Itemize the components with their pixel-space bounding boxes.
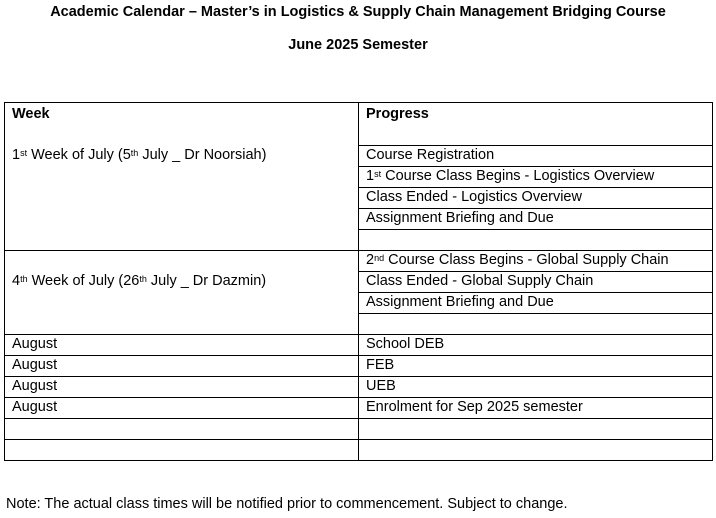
progress-item: Class Ended - Logistics Overview: [366, 189, 582, 205]
progress-row-divider: [358, 313, 713, 314]
footer-note: Note: The actual class times will be notified prior to commencement. Subject to change.: [6, 496, 568, 512]
progress-item: 1st Course Class Begins - Logistics Overview: [366, 168, 655, 184]
progress-item: Class Ended - Global Supply Chain: [366, 273, 594, 289]
calendar-table: [4, 102, 713, 461]
week-4-label: 4th Week of July (26th July _ Dr Dazmin): [12, 273, 267, 289]
section-divider-1: [4, 250, 713, 251]
row-divider: [4, 376, 713, 377]
progress-item: Assignment Briefing and Due: [366, 210, 554, 226]
progress-row-divider: [358, 292, 713, 293]
week-cell: August: [12, 378, 58, 394]
progress-cell: Enrolment for Sep 2025 semester: [366, 399, 583, 415]
progress-row-divider: [358, 187, 713, 188]
progress-cell: FEB: [366, 357, 395, 373]
table-border-left: [4, 102, 5, 461]
progress-row-divider: [358, 208, 713, 209]
progress-row-divider: [358, 166, 713, 167]
document-title: Academic Calendar – Master’s in Logistics & Supply Chain Management Bridging Course: [50, 4, 666, 20]
progress-row-divider: [358, 271, 713, 272]
document-subtitle: June 2025 Semester: [288, 37, 428, 53]
table-border-right: [712, 102, 713, 461]
row-divider: [4, 397, 713, 398]
row-divider: [4, 439, 713, 440]
progress-row-divider: [358, 145, 713, 146]
progress-item: Course Registration: [366, 147, 495, 163]
row-divider: [4, 418, 713, 419]
week-cell: August: [12, 399, 58, 415]
week-cell: August: [12, 357, 58, 373]
progress-item: Assignment Briefing and Due: [366, 294, 554, 310]
row-divider: [4, 355, 713, 356]
week-1-label: 1st Week of July (5th July _ Dr Noorsiah): [12, 147, 267, 163]
progress-cell: UEB: [366, 378, 396, 394]
progress-item: 2nd Course Class Begins - Global Supply Chain: [366, 252, 669, 268]
section-divider-2: [4, 334, 713, 335]
progress-column-header: Progress: [366, 106, 429, 122]
progress-row-divider: [358, 229, 713, 230]
column-divider: [358, 102, 359, 461]
progress-cell: School DEB: [366, 336, 445, 352]
week-column-header: Week: [12, 106, 50, 122]
week-cell: August: [12, 336, 58, 352]
